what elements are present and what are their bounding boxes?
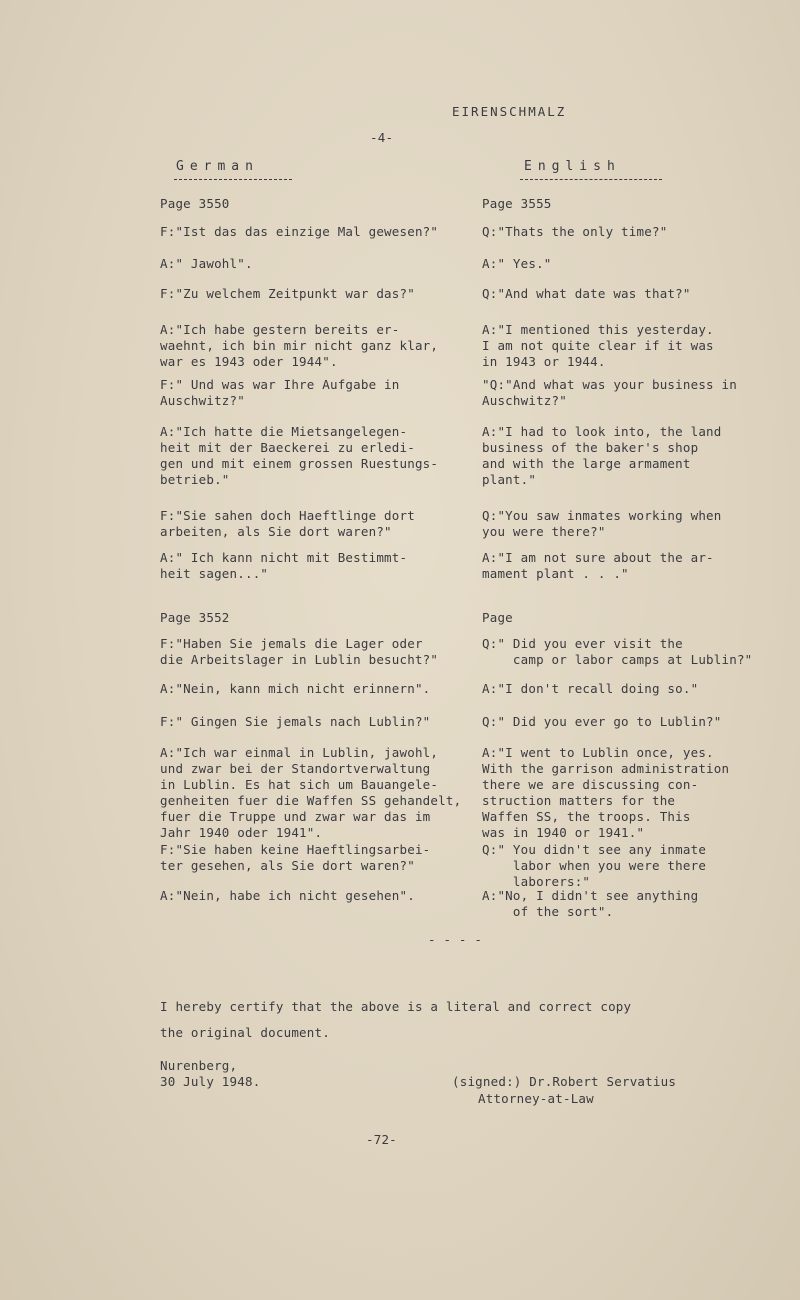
english-line: Q:" You didn't see any inmate labor when you were there laborers:" <box>482 842 707 889</box>
german-line: F:"Haben Sie jemals die Lager oder die Arbeitslager in Lublin besucht?" <box>160 636 439 667</box>
german-line: A:" Ich kann nicht mit Bestimmt- heit sagen..." <box>160 550 408 581</box>
german-line: A:" Jawohl". <box>160 256 253 271</box>
german-line: A:"Nein, habe ich nicht gesehen". <box>160 888 415 903</box>
german-line: A:"Nein, kann mich nicht erinnern". <box>160 681 431 696</box>
english-page-ref-3555: Page 3555 <box>482 196 552 211</box>
english-line: A:"I had to look into, the land business of the baker's shop and with the large armament plant." <box>482 424 722 487</box>
signature: (signed:) Dr.Robert Servatius <box>452 1074 677 1089</box>
german-line: F:"Zu welchem Zeitpunkt war das?" <box>160 286 415 301</box>
place: Nurenberg, <box>160 1058 238 1073</box>
date: 30 July 1948. <box>160 1074 261 1089</box>
english-line: Q:"Thats the only time?" <box>482 224 668 239</box>
german-line: F:"Ist das das einzige Mal gewesen?" <box>160 224 439 239</box>
english-line: Q:" Did you ever go to Lublin?" <box>482 714 722 729</box>
german-heading-underline <box>174 179 292 180</box>
section-separator: - - - - <box>428 932 483 947</box>
german-page-ref-3550: Page 3550 <box>160 196 230 211</box>
english-line: Q:" Did you ever visit the camp or labor camps at Lublin?" <box>482 636 753 667</box>
page-marker: -4- <box>370 130 394 145</box>
german-line: F:"Sie sahen doch Haeftlinge dort arbeiten, als Sie dort waren?" <box>160 508 415 539</box>
german-line: A:"Ich habe gestern bereits er- waehnt, ich bin mir nicht ganz klar, war es 1943 oder 1944". <box>160 322 439 369</box>
english-line: Q:"You saw inmates working when you were there?" <box>482 508 722 539</box>
english-line: "Q:"And what was your business in Auschwitz?" <box>482 377 737 408</box>
german-line: F:" Gingen Sie jemals nach Lublin?" <box>160 714 431 729</box>
english-line: A:"I don't recall doing so." <box>482 681 699 696</box>
certification-text: I hereby certify that the above is a literal and correct copy the original document. <box>160 999 632 1040</box>
english-line: A:"I went to Lublin once, yes. With the garrison administration there we are discussing con- struction matters for the Waffen SS, the troops. This was in 1940 or 1941." <box>482 745 730 840</box>
signatory-title: Attorney-at-Law <box>478 1091 594 1106</box>
english-column-heading: English <box>524 159 621 174</box>
german-line: F:" Und was war Ihre Aufgabe in Auschwitz?" <box>160 377 400 408</box>
english-line: A:"No, I didn't see anything of the sort". <box>482 888 699 919</box>
page-number: -72- <box>366 1132 397 1147</box>
english-heading-underline <box>520 179 662 180</box>
german-column-heading: German <box>176 159 259 174</box>
german-line: A:"Ich hatte die Mietsangelegen- heit mit der Baeckerei zu erledi- gen und mit einem grossen Ruestungs- betrieb." <box>160 424 439 487</box>
english-page-ref: Page <box>482 610 513 625</box>
english-line: A:"I mentioned this yesterday. I am not quite clear if it was in 1943 or 1944. <box>482 322 714 369</box>
english-line: A:" Yes." <box>482 256 552 271</box>
german-line: F:"Sie haben keine Haeftlingsarbei- ter gesehen, als Sie dort waren?" <box>160 842 431 873</box>
german-page-ref-3552: Page 3552 <box>160 610 230 625</box>
document-header-name: EIRENSCHMALZ <box>452 104 567 119</box>
english-line: Q:"And what date was that?" <box>482 286 691 301</box>
english-line: A:"I am not sure about the ar- mament plant . . ." <box>482 550 714 581</box>
german-line: A:"Ich war einmal in Lublin, jawohl, und zwar bei der Standortverwaltung in Lublin. Es hat sich um Bauangele- genheiten fuer die Waffen SS gehandelt, fuer die Truppe und zwar war das im Jahr 1940 oder 1941". <box>160 745 462 840</box>
